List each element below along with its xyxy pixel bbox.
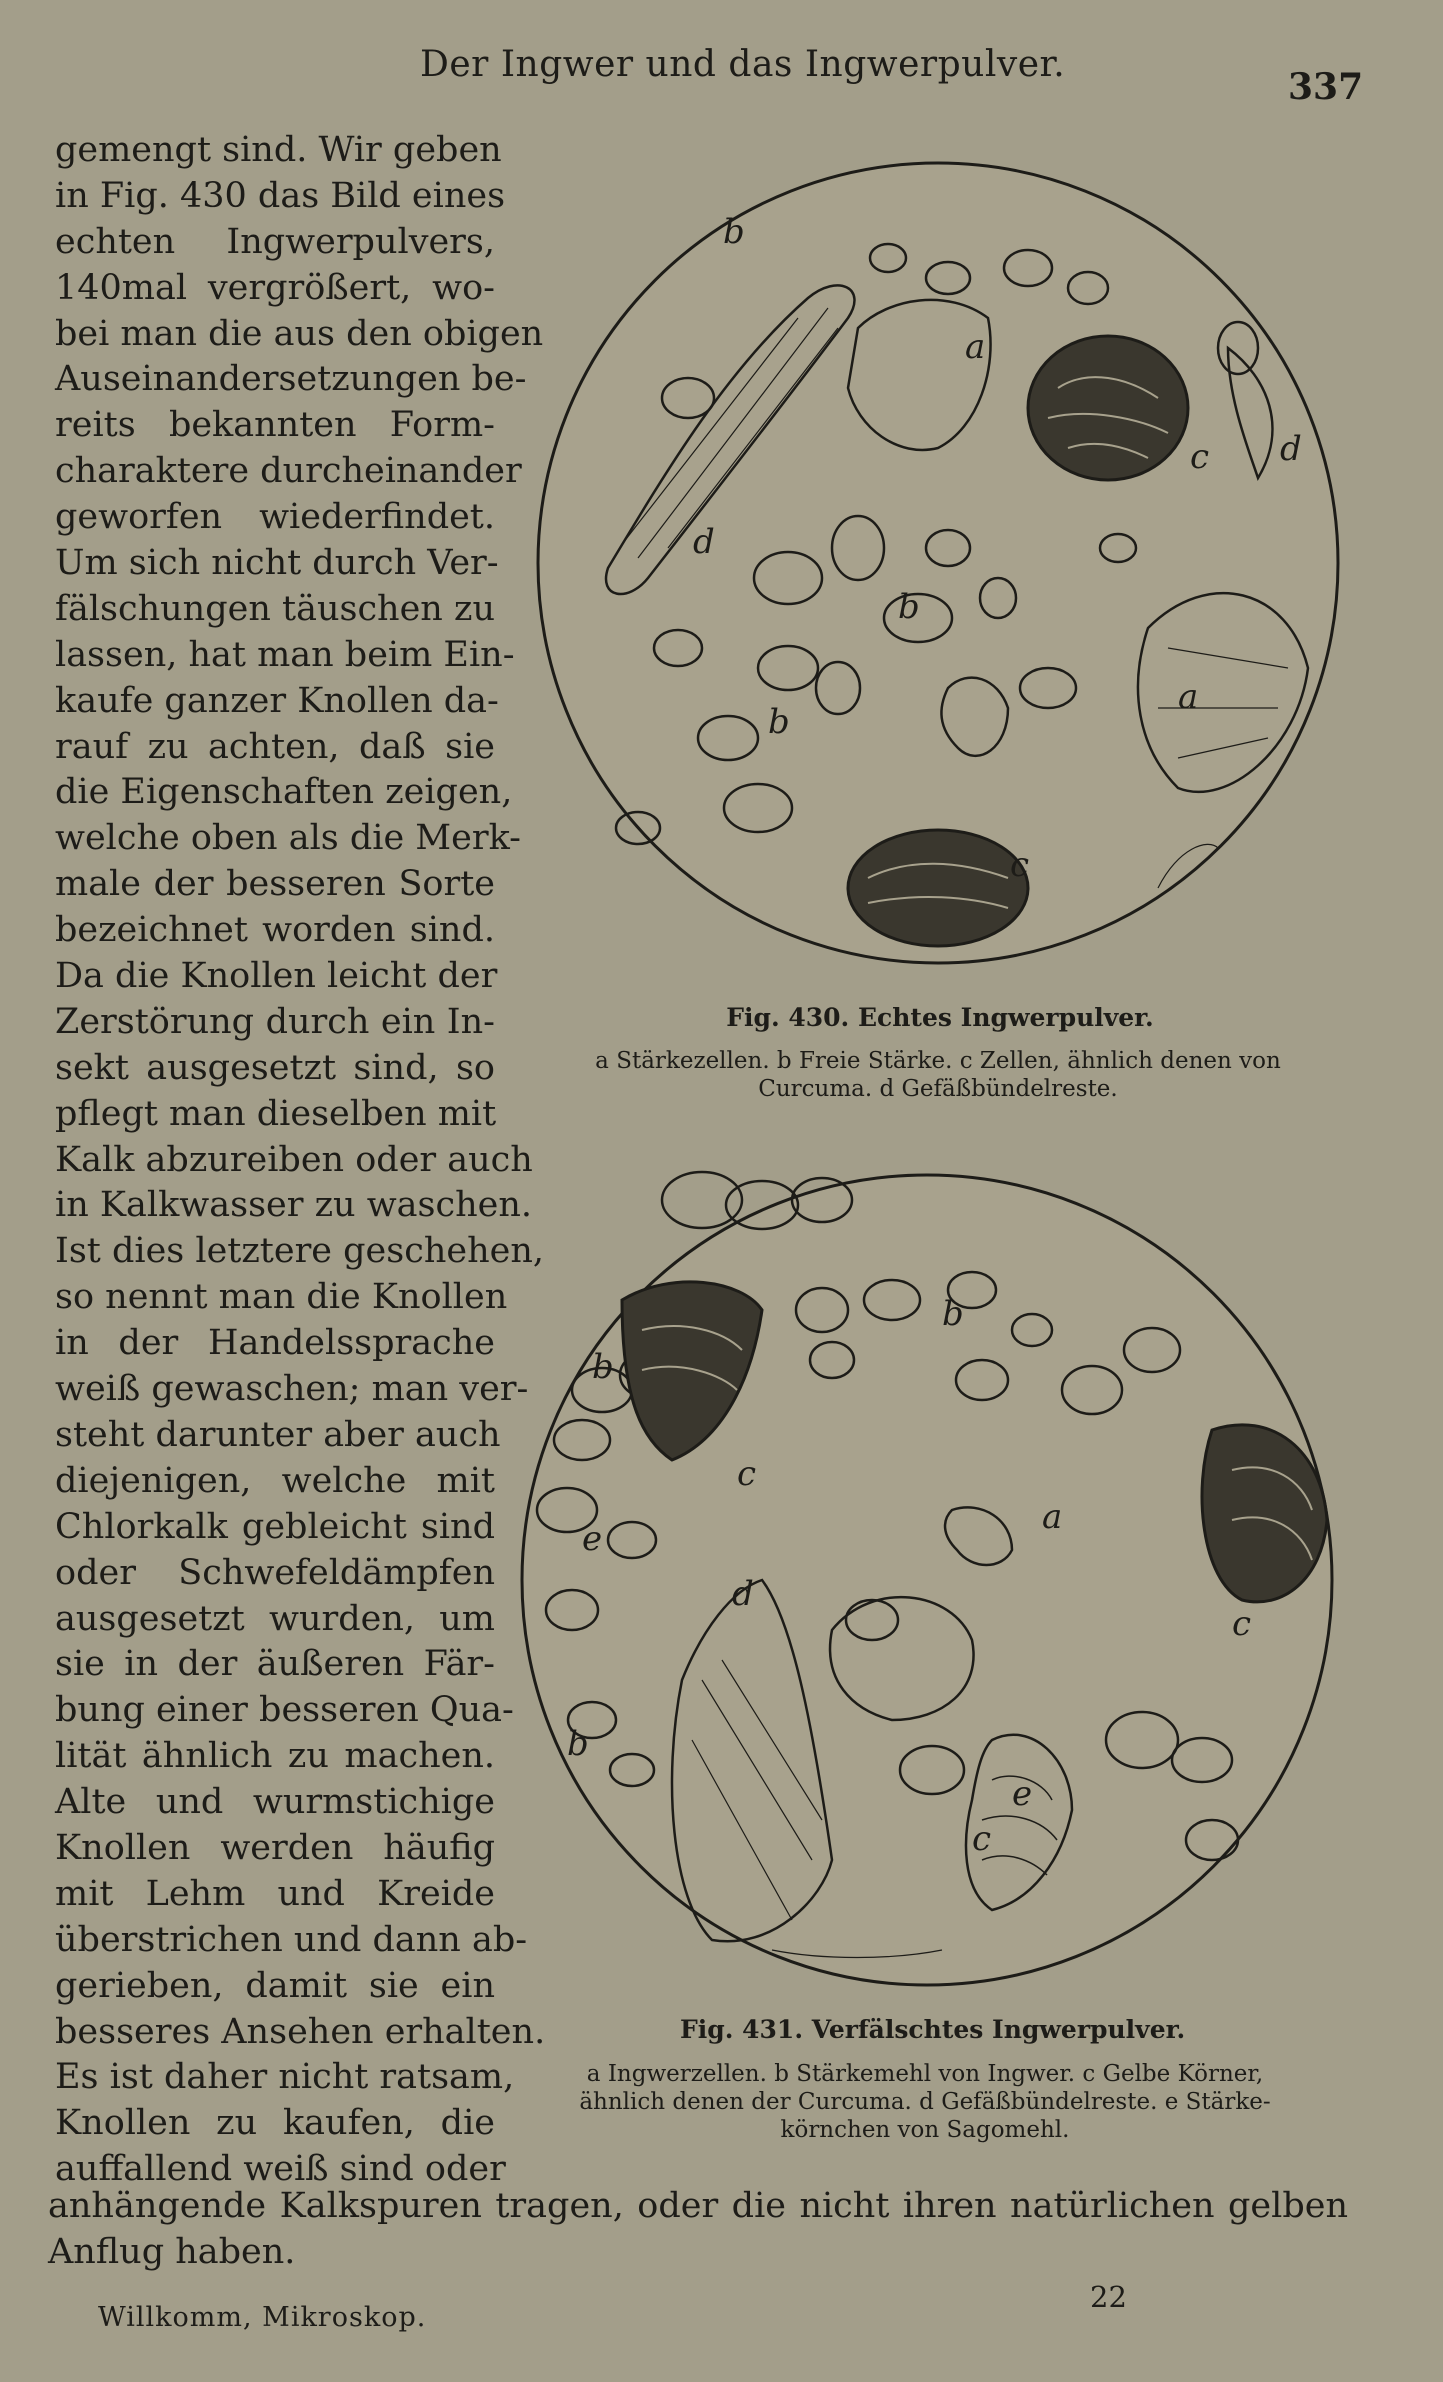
label-b: b bbox=[592, 1347, 614, 1387]
legend-line: körnchen von Sagomehl. bbox=[780, 2117, 1070, 2143]
body-line: charaktere durcheinander bbox=[55, 451, 522, 492]
figure-430-micrograph bbox=[528, 148, 1348, 978]
label-b: b bbox=[768, 702, 790, 742]
body-line: Knollen werden häufig bbox=[55, 1827, 495, 1868]
body-line: male der besseren Sorte bbox=[55, 864, 495, 905]
label-e: e bbox=[582, 1519, 603, 1559]
body-line: gerieben, damit sie ein bbox=[55, 1965, 495, 2006]
figure-431-legend bbox=[525, 2060, 1325, 2144]
body-line: Chlorkalk gebleicht sind bbox=[55, 1506, 495, 1547]
body-line: sekt ausgesetzt sind, so bbox=[55, 1047, 495, 1088]
body-line: diejenigen, welche mit bbox=[55, 1460, 495, 1501]
body-line: kaufe ganzer Knollen da- bbox=[55, 680, 499, 721]
body-line: überstrichen und dann ab- bbox=[55, 1919, 528, 1960]
label-b: b bbox=[898, 587, 920, 627]
body-line: anhängende Kalkspuren tragen, oder die nicht ihren natürlichen gelben bbox=[48, 2186, 1348, 2226]
body-line: bezeichnet worden sind. bbox=[55, 910, 495, 951]
legend-line: a Stärkezellen. b Freie Stärke. c Zellen, ähnlich denen von bbox=[595, 1048, 1281, 1074]
body-line: besseres Ansehen erhalten. bbox=[55, 2011, 546, 2052]
body-line: die Eigenschaften zeigen, bbox=[55, 772, 513, 813]
body-line: rauf zu achten, daß sie bbox=[55, 726, 495, 767]
figure-431-title: Fig. 431. Verfälschtes Ingwerpulver. bbox=[680, 2015, 1186, 2044]
body-text-wide bbox=[48, 2183, 1348, 2275]
body-line: Um sich nicht durch Ver- bbox=[55, 543, 499, 584]
body-line: ausgesetzt wurden, um bbox=[55, 1598, 495, 1639]
body-text-column bbox=[55, 128, 546, 2193]
body-line: in der Handelssprache bbox=[55, 1323, 495, 1364]
label-a: a bbox=[1178, 677, 1199, 717]
running-head: Der Ingwer und das Ingwerpulver. bbox=[420, 44, 1066, 85]
body-line: bei man die aus den obigen bbox=[55, 313, 544, 354]
figure-430-legend bbox=[548, 1047, 1328, 1103]
label-c: c bbox=[972, 1819, 992, 1859]
printer-signature: Willkomm, Mikroskop. bbox=[98, 2302, 427, 2333]
label-c: c bbox=[737, 1454, 757, 1494]
body-line: Kalk abzureiben oder auch bbox=[55, 1139, 533, 1180]
label-c: c bbox=[1232, 1604, 1252, 1644]
body-line: Es ist daher nicht ratsam, bbox=[55, 2057, 515, 2098]
body-line: auffallend weiß sind oder bbox=[55, 2149, 506, 2190]
legend-line: Curcuma. d Gefäßbündelreste. bbox=[758, 1076, 1118, 1102]
label-c: c bbox=[1190, 437, 1210, 477]
body-line: gemengt sind. Wir geben bbox=[55, 130, 502, 170]
label-b: b bbox=[723, 212, 745, 252]
body-line: in Fig. 430 das Bild eines bbox=[55, 175, 506, 216]
body-line: pflegt man dieselben mit bbox=[55, 1093, 497, 1134]
label-d: d bbox=[693, 522, 715, 562]
signature-number: 22 bbox=[1090, 2280, 1127, 2314]
body-line: fälschungen täuschen zu bbox=[55, 588, 495, 629]
label-d: d bbox=[1280, 429, 1302, 469]
body-line: echten Ingwerpulvers, bbox=[55, 221, 495, 262]
body-line: bung einer besseren Qua- bbox=[55, 1690, 514, 1731]
legend-line: a Ingwerzellen. b Stärkemehl von Ingwer. c Gelbe Körner, bbox=[586, 2061, 1264, 2087]
body-line: lität ähnlich zu machen. bbox=[55, 1736, 495, 1777]
body-line: oder Schwefeldämpfen bbox=[55, 1552, 495, 1593]
body-line: Ist dies letztere geschehen, bbox=[55, 1231, 544, 1272]
curcuma-like-cell bbox=[848, 830, 1028, 946]
curcuma-like-cell bbox=[1028, 336, 1188, 480]
body-line: reits bekannten Form- bbox=[55, 405, 495, 446]
figure-431-micrograph bbox=[512, 1160, 1342, 2000]
page-number: 337 bbox=[1288, 66, 1364, 108]
body-line: Alte und wurmstichige bbox=[55, 1782, 495, 1823]
legend-line: ähnlich denen der Curcuma. d Gefäßbündelreste. e Stärke- bbox=[579, 2089, 1271, 2115]
body-line: steht darunter aber auch bbox=[55, 1414, 501, 1455]
body-line: 140mal vergrößert, wo- bbox=[55, 267, 495, 308]
body-line: mit Lehm und Kreide bbox=[55, 1873, 495, 1914]
label-a: a bbox=[1042, 1497, 1063, 1537]
body-line: Knollen zu kaufen, die bbox=[55, 2103, 495, 2144]
figure-430-title: Fig. 430. Echtes Ingwerpulver. bbox=[726, 1003, 1154, 1032]
body-line: lassen, hat man beim Ein- bbox=[55, 634, 515, 675]
body-line: welche oben als die Merk- bbox=[55, 818, 521, 859]
body-line: so nennt man die Knollen bbox=[55, 1277, 508, 1318]
body-line: geworfen wiederfindet. bbox=[55, 497, 495, 538]
body-line: Da die Knollen leicht der bbox=[55, 956, 498, 997]
label-c: c bbox=[1010, 845, 1030, 885]
label-b: b bbox=[567, 1724, 589, 1764]
body-line: Anflug haben. bbox=[48, 2232, 296, 2272]
label-e: e bbox=[1012, 1774, 1033, 1814]
label-d: d bbox=[732, 1574, 754, 1614]
body-line: in Kalkwasser zu waschen. bbox=[55, 1185, 533, 1226]
label-b: b bbox=[942, 1294, 964, 1334]
label-a: a bbox=[965, 327, 986, 367]
body-line: weiß gewaschen; man ver- bbox=[55, 1369, 529, 1410]
body-line: Auseinandersetzungen be- bbox=[55, 359, 527, 400]
body-line: sie in der äußeren Fär- bbox=[55, 1644, 495, 1685]
body-line: Zerstörung durch ein In- bbox=[55, 1001, 495, 1042]
